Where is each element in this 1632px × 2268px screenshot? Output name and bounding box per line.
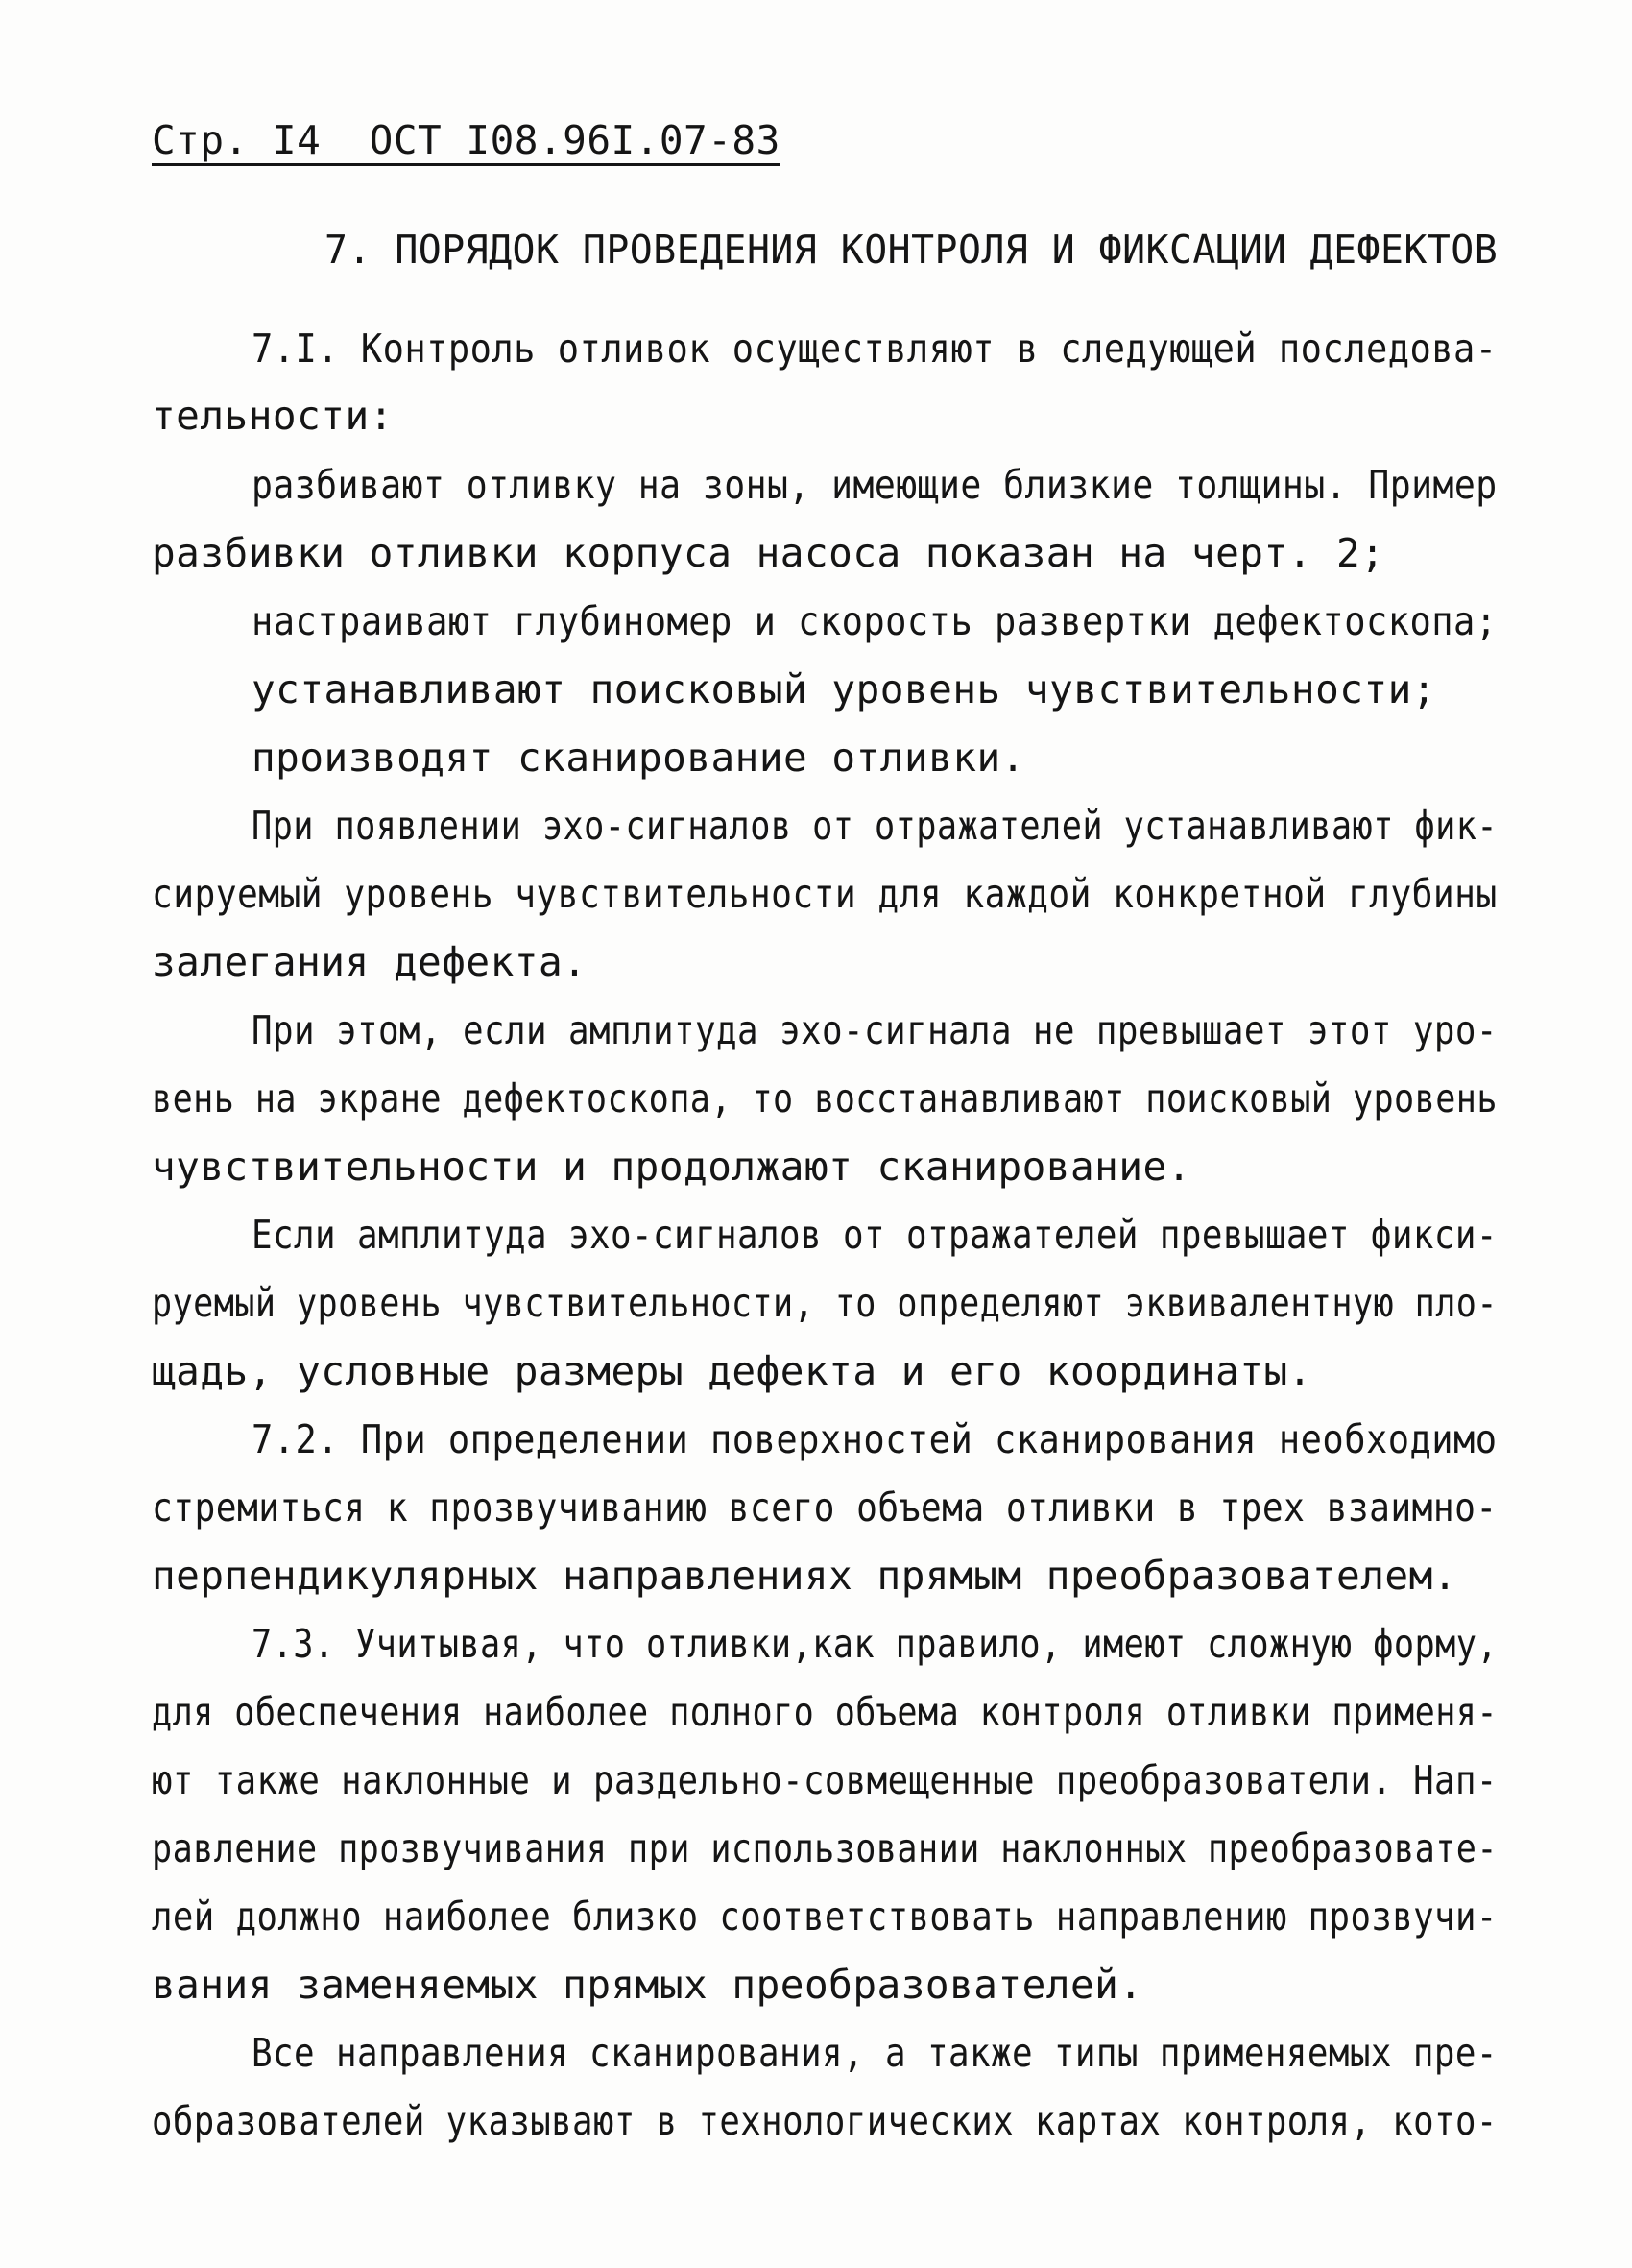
paragraph-line: залегания дефекта. — [152, 939, 588, 985]
paragraph-line: сируемый уровень чувствительности для каждой конкретной глубины — [152, 871, 1498, 917]
paragraph-line: 7.2. При определении поверхностей сканирования необходимо — [252, 1416, 1498, 1462]
paragraph-line: устанавливают поисковый уровень чувствительности; — [252, 666, 1437, 712]
paragraph-line: 7.I. Контроль отливок осуществляют в следующей последова- — [252, 326, 1498, 372]
paragraph-line: перпендикулярных направлениях прямым преобразователем. — [152, 1553, 1457, 1599]
paragraph-line: 7.3. Учитывая, что отливки,как правило, имеют сложную форму, — [252, 1621, 1498, 1667]
paragraph-line: При появлении эхо-сигналов от отражателей устанавливают фик- — [252, 803, 1498, 849]
paragraph-line: ют также наклонные и раздельно-совмещенные преобразователи. Нап- — [152, 1757, 1498, 1803]
page-header: Стр. I4 ОСТ I08.96I.07-83 — [152, 117, 780, 163]
paragraph-line: образователей указывают в технологических картах контроля, кото- — [152, 2098, 1498, 2144]
paragraph-line: тельности: — [152, 393, 394, 439]
paragraph-line: настраивают глубиномер и скорость развертки дефектоскопа; — [252, 598, 1498, 644]
paragraph-line: для обеспечения наиболее полного объема контроля отливки применя- — [152, 1689, 1498, 1735]
paragraph-line: производят сканирование отливки. — [252, 735, 1025, 781]
paragraph-line: разбивки отливки корпуса насоса показан на черт. 2; — [152, 530, 1385, 576]
paragraph-line: вень на экране дефектоскопа, то восстанавливают поисковый уровень — [152, 1075, 1498, 1122]
paragraph-line: разбивают отливку на зоны, имеющие близкие толщины. Пример — [252, 462, 1498, 508]
paragraph-line: вания заменяемых прямых преобразователей. — [152, 1962, 1143, 2008]
paragraph-line: При этом, если амплитуда эхо-сигнала не превышает этот уро- — [252, 1007, 1498, 1053]
section-title: 7. ПОРЯДОК ПРОВЕДЕНИЯ КОНТРОЛЯ И ФИКСАЦИИ ДЕФЕКТОВ — [324, 227, 1499, 273]
paragraph-line: равление прозвучивания при использовании наклонных преобразовате- — [152, 1825, 1498, 1871]
paragraph-line: стремиться к прозвучиванию всего объема отливки в трех взаимно- — [152, 1484, 1498, 1531]
paragraph-line: руемый уровень чувствительности, то определяют эквивалентную пло- — [152, 1280, 1498, 1326]
paragraph-line: чувствительности и продолжают сканирование. — [152, 1144, 1191, 1190]
paragraph-line: щадь, условные размеры дефекта и его координаты. — [152, 1348, 1312, 1394]
paragraph-line: Все направления сканирования, а также типы применяемых пре- — [252, 2030, 1498, 2076]
paragraph-line: лей должно наиболее близко соответствовать направлению прозвучи- — [152, 1894, 1498, 1940]
paragraph-line: Если амплитуда эхо-сигналов от отражателей превышает фикси- — [252, 1212, 1498, 1258]
